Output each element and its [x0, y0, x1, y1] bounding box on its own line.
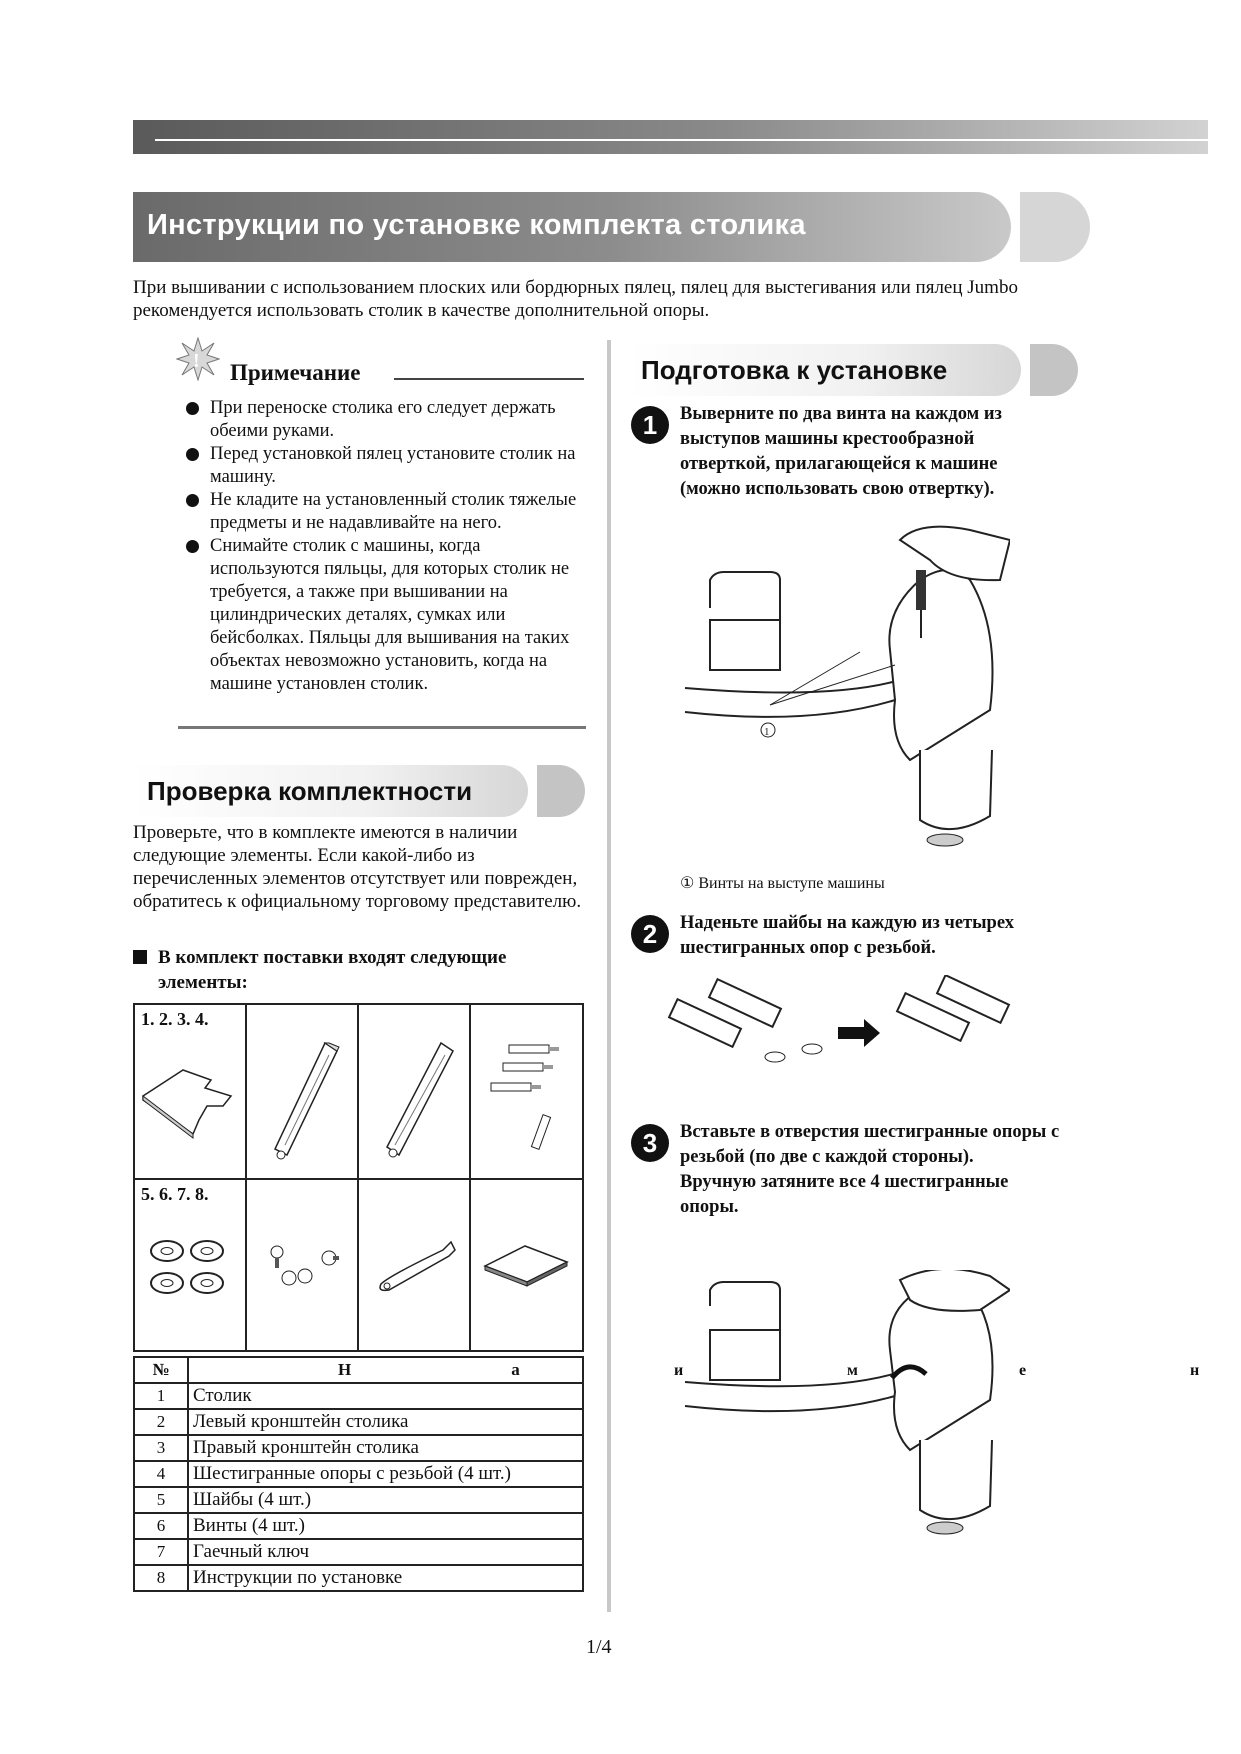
stray-char: м [847, 1362, 858, 1379]
row-number: 7 [134, 1539, 188, 1565]
row-name: Столик [188, 1383, 583, 1409]
row-name: Гаечный ключ [188, 1539, 583, 1565]
row-number: 5 [134, 1487, 188, 1513]
step-3-text [680, 1120, 1060, 1220]
note-item: Перед установкой пялец установите столик на машину. [186, 443, 586, 489]
components-grid [133, 1003, 584, 1352]
title-banner-tail [1020, 192, 1090, 262]
step-2-illustration [660, 975, 1060, 1095]
column-divider [607, 340, 611, 1612]
table-row [134, 1409, 583, 1435]
step-2-text: Наденьте шайбы на каждую из четырех шестигранных опор с резьбой. [680, 913, 1014, 958]
note-item: Снимайте столик с машины, когда используются пяльцы, для которых столик не требуется, а также при вышивании на цилиндрических деталях, сумках или бейсболках. Пяльцы для вышивания на таких объектах невозможно установить, когда на машине установлен столик. [186, 535, 586, 696]
row-name: Левый кронштейн столика [188, 1409, 583, 1435]
row-number: 8 [134, 1565, 188, 1591]
row-number: 1 [134, 1383, 188, 1409]
grid-cell-hex-supports [470, 1004, 583, 1179]
washers-icon [135, 1209, 245, 1329]
note-item: Не кладите на установленный столик тяжелые предметы и не надавливайте на него. [186, 489, 586, 535]
parts-table [133, 1356, 584, 1592]
row-name: Винты (4 шт.) [188, 1513, 583, 1539]
table-row [134, 1461, 583, 1487]
parts-header-number: № [134, 1357, 188, 1383]
svg-text:!: ! [193, 350, 200, 372]
step-3-badge: 3 [631, 1124, 669, 1162]
callout-number: 1 [764, 726, 770, 738]
grid-cell-wrench [358, 1179, 470, 1351]
right-bracket-icon [359, 1005, 469, 1173]
parts-header-name-part1: Н [338, 1360, 352, 1379]
parts-header-name [188, 1357, 583, 1383]
wrench-icon [359, 1180, 469, 1345]
step-1-badge: 1 [631, 406, 669, 444]
note-title: Примечание [230, 360, 361, 385]
grid-cell-right-bracket [358, 1004, 470, 1179]
parts-header-name-part2: а [511, 1360, 520, 1379]
row-name: Шестигранные опоры с резьбой (4 шт.) [188, 1461, 583, 1487]
prep-banner-tail [1030, 344, 1078, 396]
grid-row1-label: 1. 2. 3. 4. [141, 1009, 209, 1029]
grid-cell-left-bracket [246, 1004, 358, 1179]
grid-cell-washers [134, 1179, 246, 1351]
grid-cell-screws [246, 1179, 358, 1351]
note-icon [176, 337, 220, 381]
table-row [134, 1539, 583, 1565]
row-name: Правый кронштейн столика [188, 1435, 583, 1461]
table-row [134, 1487, 583, 1513]
square-bullet-icon [133, 950, 147, 964]
step-3-illustration [680, 1270, 1010, 1570]
note-bottom-rule [178, 726, 586, 729]
table-row [134, 1435, 583, 1461]
prep-title: Подготовка к установке [641, 355, 948, 385]
grid-row2-label: 5. 6. 7. 8. [141, 1184, 209, 1204]
intro-line-1: При вышивании с использованием плоских или бордюрных пялец, пялец для выстегивания или пялец Jumbo [133, 277, 1018, 298]
note-title-rule [394, 378, 584, 380]
stray-char: е [1019, 1362, 1027, 1379]
hex-supports-icon [471, 1005, 582, 1173]
step-1-caption [680, 873, 885, 893]
page-number: 1/4 [586, 1636, 612, 1658]
grid-cell-manual [470, 1179, 583, 1351]
row-number: 6 [134, 1513, 188, 1539]
table-row [134, 1513, 583, 1539]
caption-number: ① [680, 875, 695, 892]
table-top-icon [135, 1034, 245, 1154]
caption-text: Винты на выступе машины [698, 875, 885, 892]
table-row [134, 1383, 583, 1409]
row-name: Шайбы (4 шт.) [188, 1487, 583, 1513]
row-name: Инструкции по установке [188, 1565, 583, 1591]
step-2-badge: 2 [631, 915, 669, 953]
check-banner-tail [537, 765, 585, 817]
manual-icon [471, 1180, 582, 1345]
header-bar [133, 120, 1208, 154]
header-bar-line [155, 139, 1208, 141]
row-number: 2 [134, 1409, 188, 1435]
note-item: При переноске столика его следует держать обеими руками. [186, 397, 586, 443]
table-row [134, 1565, 583, 1591]
step-3-text-a: Вставьте в отверстия шестигранные опоры с резьбой (по две с каждой стороны). [680, 1122, 1060, 1167]
grid-cell-table [134, 1004, 246, 1179]
check-text: Проверьте, что в комплекте имеются в наличии следующие элементы. Если какой-либо из перечисленных элементов отсутствует или поврежден, обратитесь к официальному торговому представителю. [133, 822, 582, 912]
intro-line-2: рекомендуется использовать столик в качестве дополнительной опоры. [133, 300, 710, 321]
row-number: 3 [134, 1435, 188, 1461]
contents-label: В комплект поставки входят следующие элементы: [158, 947, 507, 993]
intro-text [133, 276, 1133, 322]
stray-char: и [674, 1362, 684, 1379]
stray-char: н [1190, 1362, 1200, 1379]
note-list [186, 397, 586, 696]
step-1-text: Выверните по два винта на каждом из выступов машины крестообразной отверткой, прилагающейся к машине (можно использовать свою отвертку). [680, 404, 1002, 499]
check-title: Проверка комплектности [147, 776, 473, 806]
left-bracket-icon [247, 1005, 357, 1173]
row-number: 4 [134, 1461, 188, 1487]
page-title: Инструкции по установке комплекта столика [147, 209, 806, 241]
screws-icon [247, 1180, 357, 1345]
step-3-text-b: Вручную затяните все 4 шестигранные опоры. [680, 1172, 1009, 1217]
step-1-illustration [680, 520, 1010, 870]
